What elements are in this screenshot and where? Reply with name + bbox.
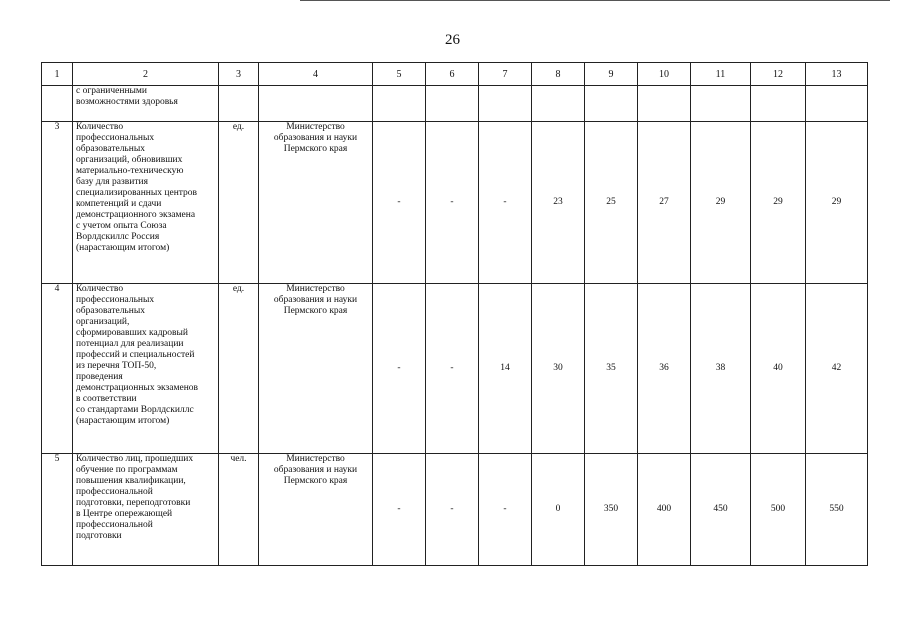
indicator-name-cell: Количество профессиональных образовательных организаций, сформировавших кадровый потенциал для реализации профессий и специальностей из перечня ТОП-50, проведения демонстрационных экзаменов в соответствии со стандартами Ворлдскиллс (нарастающим итогом) (73, 284, 219, 454)
unit-cell: ед. (219, 284, 259, 454)
responsible-org-cell: Министерство образования и науки Пермского края (259, 122, 373, 284)
unit-cell: чел. (219, 454, 259, 566)
value-cell: - (426, 454, 479, 566)
value-cell (691, 86, 751, 122)
value-cell: 42 (806, 284, 868, 454)
value-cell: 27 (638, 122, 691, 284)
header-cell: 11 (691, 63, 751, 86)
header-cell: 7 (479, 63, 532, 86)
table-row (42, 122, 868, 284)
value-cell (479, 86, 532, 122)
value-cell: - (373, 454, 426, 566)
top-rule (300, 0, 890, 1)
header-cell: 1 (42, 63, 73, 86)
value-cell (585, 86, 638, 122)
value-cell: - (373, 122, 426, 284)
indicator-name-cell: Количество профессиональных образовательных организаций, обновивших материально-техническую базу для развития специализированных центров компетенций и сдачи демонстрационного экзамена с учетом опыта Союза Ворлдскиллс Россия (нарастающим итогом) (73, 122, 219, 284)
header-cell: 13 (806, 63, 868, 86)
indicators-table (41, 62, 868, 566)
value-cell: 38 (691, 284, 751, 454)
header-cell: 8 (532, 63, 585, 86)
header-cell: 6 (426, 63, 479, 86)
value-cell: - (479, 122, 532, 284)
value-cell: 400 (638, 454, 691, 566)
value-cell: - (373, 284, 426, 454)
row-number-cell (42, 86, 73, 122)
value-cell: 450 (691, 454, 751, 566)
responsible-org-cell (259, 86, 373, 122)
unit-cell (219, 86, 259, 122)
table-row (42, 86, 868, 122)
value-cell (532, 86, 585, 122)
indicator-name-cell: с ограниченными возможностями здоровья (73, 86, 219, 122)
header-cell: 2 (73, 63, 219, 86)
header-cell: 3 (219, 63, 259, 86)
row-number-cell: 3 (42, 122, 73, 284)
value-cell: 14 (479, 284, 532, 454)
value-cell (373, 86, 426, 122)
table-row (42, 284, 868, 454)
value-cell: 30 (532, 284, 585, 454)
header-cell: 4 (259, 63, 373, 86)
row-number-cell: 4 (42, 284, 73, 454)
value-cell (806, 86, 868, 122)
table-header-row (42, 63, 868, 86)
value-cell: 0 (532, 454, 585, 566)
value-cell: 40 (751, 284, 806, 454)
value-cell: - (426, 284, 479, 454)
value-cell: - (426, 122, 479, 284)
row-number-cell: 5 (42, 454, 73, 566)
value-cell: 25 (585, 122, 638, 284)
value-cell: 29 (806, 122, 868, 284)
value-cell: - (479, 454, 532, 566)
header-cell: 5 (373, 63, 426, 86)
value-cell: 35 (585, 284, 638, 454)
value-cell: 350 (585, 454, 638, 566)
header-cell: 12 (751, 63, 806, 86)
table-row (42, 454, 868, 566)
unit-cell: ед. (219, 122, 259, 284)
header-cell: 10 (638, 63, 691, 86)
value-cell (638, 86, 691, 122)
value-cell: 550 (806, 454, 868, 566)
responsible-org-cell: Министерство образования и науки Пермского края (259, 454, 373, 566)
indicator-name-cell: Количество лиц, прошедших обучение по программам повышения квалификации, профессиональной подготовки, переподготовки в Центре опережающей профессиональной подготовки (73, 454, 219, 566)
value-cell: 23 (532, 122, 585, 284)
value-cell: 500 (751, 454, 806, 566)
value-cell: 36 (638, 284, 691, 454)
value-cell (751, 86, 806, 122)
responsible-org-cell: Министерство образования и науки Пермского края (259, 284, 373, 454)
value-cell (426, 86, 479, 122)
value-cell: 29 (751, 122, 806, 284)
page-number: 26 (445, 32, 460, 48)
value-cell: 29 (691, 122, 751, 284)
header-cell: 9 (585, 63, 638, 86)
